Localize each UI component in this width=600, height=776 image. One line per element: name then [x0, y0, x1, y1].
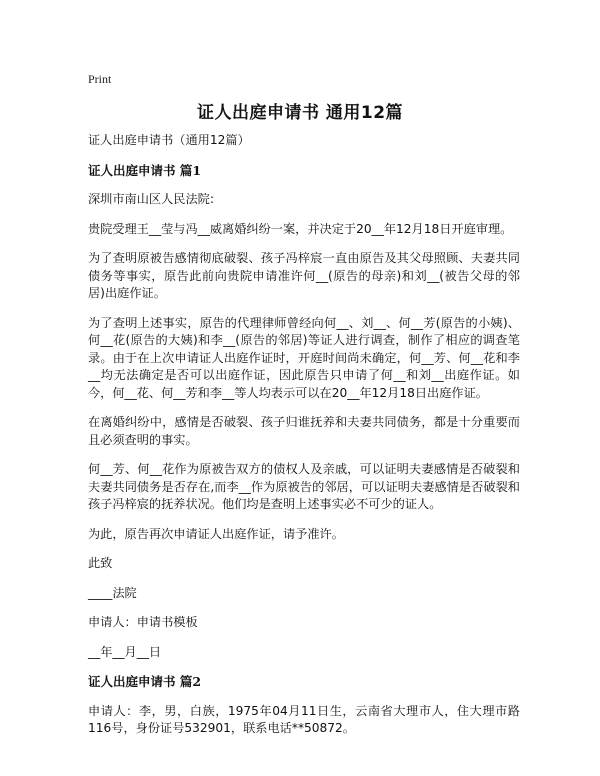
addressee: 深圳市南山区人民法院: [88, 192, 214, 206]
section-heading-2: 证人出庭申请书 篇2 [88, 674, 202, 689]
paragraph: 申请人：李，男，白族，1975年04月11日生，云南省大理市人，住大理市路116号，身份证号532901，联系电话**50872。 [88, 703, 520, 735]
paragraph: 在离婚纠纷中，感情是否破裂、孩子归谁抚养和夫妻共同债务，都是十分重要而且必须查明的事实。 [88, 415, 520, 447]
paragraph: 贵院受理王__莹与冯__威离婚纠纷一案，并决定于20__年12月18日开庭审理。 [88, 221, 513, 236]
applicant-line: 申请人：申请书模板 [88, 615, 198, 629]
print-link[interactable]: Print [88, 72, 112, 86]
date-line: __年__月__日 [88, 644, 162, 659]
section-heading-1: 证人出庭申请书 篇1 [88, 162, 202, 178]
paragraph: 为了查明原被告感情彻底破裂、孩子冯梓宸一直由原告及其父母照顾、夫妻共同债务等事实，原告此前向贵院申请准许何__(原告的母亲)和刘__(被告父母的邻居)出庭作证。 [88, 251, 520, 300]
document-intro: 证人出庭申请书（通用12篇） [88, 133, 250, 147]
closing-salutation: 此致 [88, 556, 113, 570]
document-body [88, 132, 520, 738]
paragraph: 为了查明上述事实，原告的代理律师曾经向何__、刘__、何__芳(原告的小姨)、何__花(原告的大姨)和李__(原告的邻居)等证人进行调查，制作了相应的调查笔录。由于在上次申请证人出庭作证时，开庭时间尚未确定，何__芳、何__花和李__均无法确定是否可以出庭作证，因此原告只申请了何__和刘__出庭作证。如今，何__花、何__芳和李__等人均表示可以在20__年12月18日出庭作证。 [88, 315, 520, 400]
page-title: 证人出庭申请书 通用12篇 [196, 103, 404, 123]
paragraph: 为此，原告再次申请证人出庭作证，请予准许。 [88, 526, 344, 541]
paragraph: 何__芳、何__花作为原被告双方的债权人及亲戚，可以证明夫妻感情是否破裂和夫妻共同债务是否存在,而李__作为原被告的邻居，可以证明夫妻感情是否破裂和孩子冯梓宸的抚养状况。他们均是查明上述事实必不可少的证人。 [88, 462, 520, 511]
court-name: ____法院 [88, 585, 137, 600]
